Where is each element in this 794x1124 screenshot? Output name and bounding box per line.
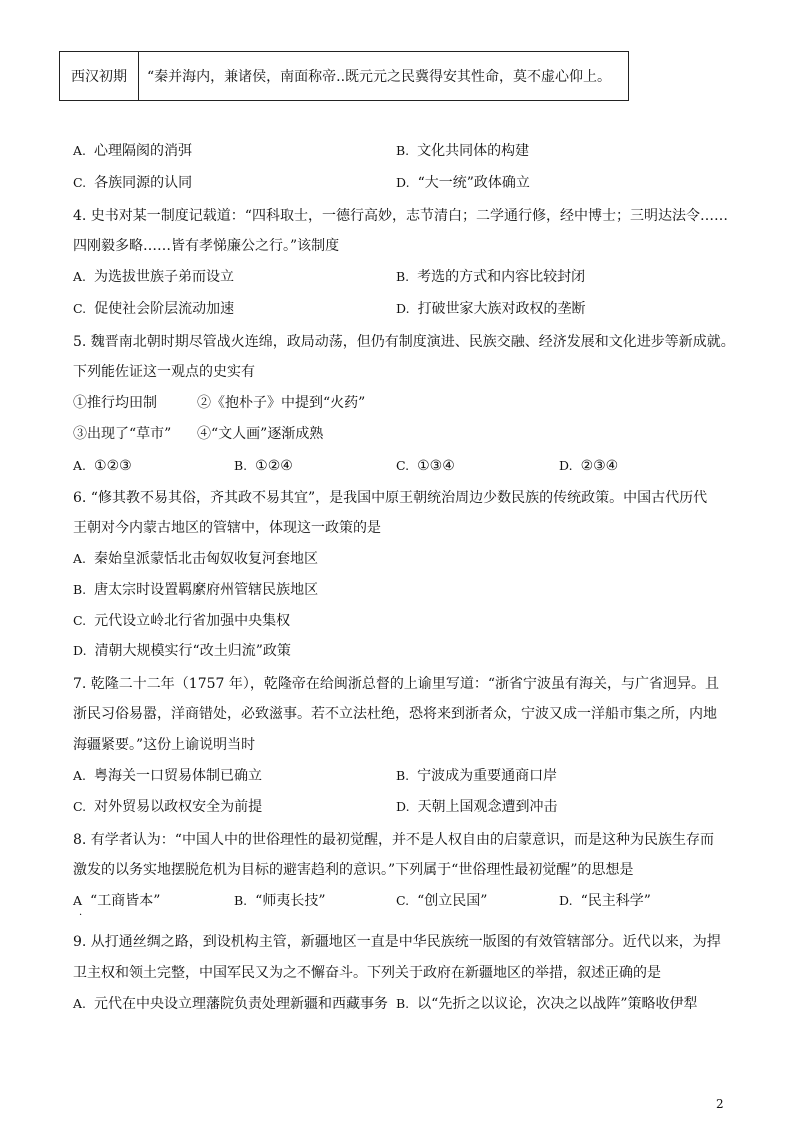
q5-stem-line2: 下列能佐证这一观点的史实有	[73, 364, 255, 380]
q8-option-a: A “工商皆本”	[73, 893, 161, 909]
q3-option-a: A. 心理隔阂的消弭	[73, 143, 193, 159]
q7-option-c: C. 对外贸易以政权安全为前提	[73, 799, 263, 815]
q9-option-a: A. 元代在中央设立理藩院负责处理新疆和西藏事务	[73, 996, 389, 1012]
q7-option-a: A. 粤海关一口贸易体制已确立	[73, 768, 263, 784]
q5-option-c: C. ①③④	[396, 458, 455, 474]
q4-option-a: A. 为选拔世族子弟而设立	[73, 269, 235, 285]
q6-stem-line2: 王朝对今内蒙古地区的管辖中，体现这一政策的是	[73, 520, 381, 536]
q6-stem-line1: 6. “修其教不易其俗，齐其政不易其宜”，是我国中原王朝统治周边少数民族的传统政策。中国古代历代	[73, 490, 708, 506]
q4-option-b: B. 考选的方式和内容比较封闭	[396, 269, 586, 285]
q3-option-d: D. “大一统”政体确立	[396, 175, 530, 191]
page-number: 2	[716, 1097, 724, 1111]
quote-table	[59, 51, 629, 101]
q5-option-d: D. ②③④	[559, 458, 619, 474]
q6-option-c: C. 元代设立岭北行省加强中央集权	[73, 613, 291, 629]
stray-dot-mark: ·	[79, 910, 83, 921]
q5-item-4: ④“文人画”逐渐成熟	[197, 426, 324, 442]
q8-option-b: B. “师夷长技”	[234, 893, 326, 909]
q4-option-c: C. 促使社会阶层流动加速	[73, 301, 235, 317]
q7-stem-line2: 浙民习俗易嚣，洋商错处，必致滋事。若不立法杜绝，恐将来到浙者众，宁波又成一洋船市集之所，内地	[73, 706, 717, 722]
q5-item-1: ①推行均田制	[73, 395, 157, 411]
q9-option-b: B. 以“先折之以议论，次决之以战阵”策略收伊犁	[396, 996, 698, 1012]
q9-stem-line1: 9. 从打通丝绸之路，到设机构主管，新疆地区一直是中华民族统一版图的有效管辖部分。近代以来，为捍	[73, 934, 721, 950]
q3-option-c: C. 各族同源的认同	[73, 175, 193, 191]
q8-option-c: C. “创立民国”	[396, 893, 488, 909]
q3-option-b: B. 文化共同体的构建	[396, 143, 530, 159]
q7-option-d: D. 天朝上国观念遭到冲击	[396, 799, 558, 815]
q4-stem-line1: 4. 史书对某一制度记载道：“四科取士，一德行高妙，志节清白；二学通行修，经中博士；三明达法令……	[73, 208, 728, 224]
q5-stem-line1: 5. 魏晋南北朝时期尽管战火连绵，政局动荡，但仍有制度演进、民族交融、经济发展和文化进步等新成就。	[73, 334, 735, 350]
q7-stem-line1: 7. 乾隆二十二年（1757 年），乾隆帝在给闽浙总督的上谕里写道：“浙省宁波虽有海关，与广省迥异。且	[73, 676, 720, 692]
q4-stem-line2: 四刚毅多略……皆有孝悌廉公之行。”该制度	[73, 238, 340, 254]
q5-option-a: A. ①②③	[73, 458, 132, 474]
q7-option-b: B. 宁波成为重要通商口岸	[396, 768, 558, 784]
q4-option-d: D. 打破世家大族对政权的垄断	[396, 301, 586, 317]
table-period-cell: 西汉初期	[60, 52, 139, 100]
q6-option-a: A. 秦始皇派蒙恬北击匈奴收复河套地区	[73, 551, 319, 567]
q5-item-2: ②《抱朴子》中提到“火药”	[197, 395, 366, 411]
q5-item-3: ③出现了“草市”	[73, 426, 172, 442]
q6-option-b: B. 唐太宗时设置羁縻府州管辖民族地区	[73, 582, 319, 598]
q5-option-b: B. ①②④	[234, 458, 293, 474]
q8-stem-line1: 8. 有学者认为：“中国人中的世俗理性的最初觉醒，并不是人权自由的启蒙意识，而是这种为民族生存而	[73, 832, 714, 848]
q8-option-d: D. “民主科学”	[559, 893, 651, 909]
q7-stem-line3: 海疆紧要。”这份上谕说明当时	[73, 737, 256, 753]
table-quote-cell: “秦并海内，兼诸侯，南面称帝..既元元之民冀得安其性命，莫不虚心仰上。	[147, 69, 612, 85]
q6-option-d: D. 清朝大规模实行“改土归流”政策	[73, 643, 291, 659]
q8-stem-line2: 激发的以务实地摆脱危机为目标的避害趋利的意识。”下列属于“世俗理性最初觉醒”的思想是	[73, 862, 634, 878]
q9-stem-line2: 卫主权和领土完整，中国军民又为之不懈奋斗。下列关于政府在新疆地区的举措，叙述正确的是	[73, 965, 661, 981]
